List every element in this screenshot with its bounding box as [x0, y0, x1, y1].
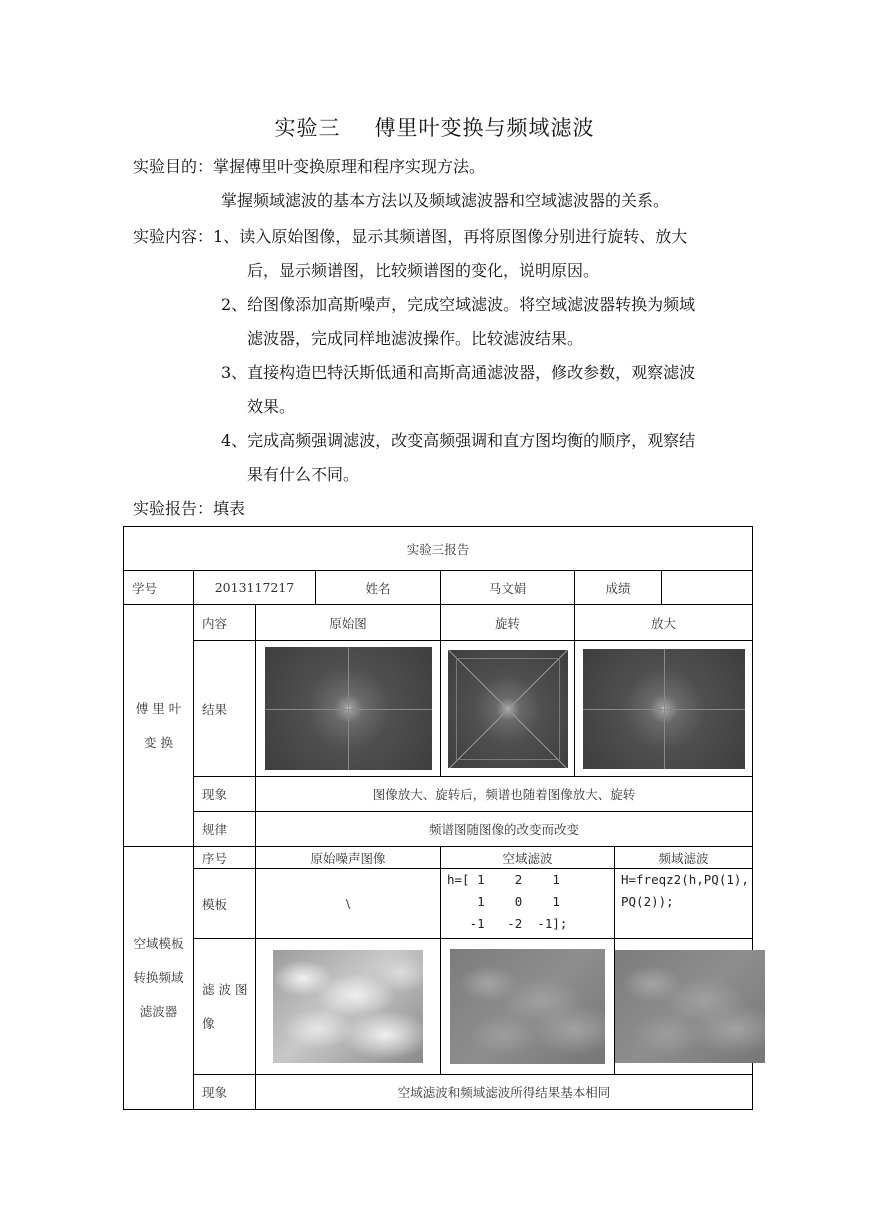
- student-id-value: 2013117217: [194, 571, 316, 605]
- fourier-rule-text: 频谱图随图像的改变而改变: [256, 812, 753, 847]
- spatial-template: h=[ 1 2 1 1 0 1 -1 -2 -1];: [441, 869, 615, 939]
- freq-template: H=freqz2(h,PQ(1), PQ(2));: [615, 869, 753, 939]
- col-spatial: 空域滤波: [441, 847, 615, 869]
- col-rotate: 旋转: [441, 605, 575, 641]
- content-item3-line1: 3、直接构造巴特沃斯低通和高斯高通滤波器，修改参数，观察滤波: [221, 363, 696, 382]
- report-table: [123, 526, 753, 1110]
- content-item4-line2: 果有什么不同。: [247, 465, 360, 484]
- score-value: [662, 571, 753, 605]
- fourier-section-label: 傅 里 叶 变 换: [124, 605, 194, 847]
- freq-filtered-image: [615, 950, 765, 1063]
- filter-template-label: 模板: [194, 869, 256, 939]
- content-item1-line1: 实验内容：1、读入原始图像，显示其频谱图，再将原图像分别进行旋转、放大: [133, 227, 688, 246]
- purpose-line2: 掌握频域滤波的基本方法以及频域滤波器和空域滤波器的关系。: [221, 191, 670, 210]
- fourier-phenomenon-label: 现象: [194, 777, 256, 812]
- original-spectrum-image: [265, 647, 432, 770]
- spatial-filtered-cell: [441, 939, 615, 1075]
- title-part1: 实验三: [274, 116, 341, 140]
- original-spectrum-cell: [256, 641, 441, 777]
- content-label: 实验内容：: [133, 227, 214, 246]
- noise-template: \: [256, 869, 441, 939]
- content-item2-line1: 2、给图像添加高斯噪声，完成空域滤波。将空域滤波器转换为频域: [221, 295, 696, 314]
- purpose-line1: [133, 157, 485, 177]
- name-label: 姓名: [316, 571, 441, 605]
- content-item4-line1: 4、完成高频强调滤波，改变高频强调和直方图均衡的顺序，观察结: [221, 431, 696, 450]
- zoomed-spectrum-image: [583, 649, 745, 769]
- filter-image-label: 滤 波 图 像: [194, 939, 256, 1075]
- rotated-spectrum-image: [448, 650, 568, 768]
- purpose-text1: 掌握傅里叶变换原理和程序实现方法。: [213, 157, 486, 176]
- fourier-phenomenon-text: 图像放大、旋转后，频谱也随着图像放大、旋转: [256, 777, 753, 812]
- filter-section-label: 空域模板 转换频域 滤波器: [124, 847, 194, 1110]
- filter-phenomenon-label: 现象: [194, 1075, 256, 1110]
- student-id-label: 学号: [124, 571, 194, 605]
- purpose-label: 实验目的：: [133, 157, 214, 176]
- fourier-content-label: 内容: [194, 605, 256, 641]
- score-label: 成绩: [575, 571, 662, 605]
- col-noise: 原始噪声图像: [256, 847, 441, 869]
- page-title: [0, 112, 869, 142]
- filter-index-label: 序号: [194, 847, 256, 869]
- noise-image: [273, 950, 423, 1063]
- content-item3-line2: 效果。: [247, 397, 296, 416]
- content-item2-line2: 滤波器，完成同样地滤波操作。比较滤波结果。: [247, 329, 584, 348]
- noise-image-cell: [256, 939, 441, 1075]
- fourier-result-label: 结果: [194, 641, 256, 777]
- freq-filtered-cell: [615, 939, 753, 1075]
- report-label: 实验报告：填表: [133, 499, 246, 518]
- fourier-rule-label: 规律: [194, 812, 256, 847]
- filter-phenomenon-text: 空域滤波和频域滤波所得结果基本相同: [256, 1075, 753, 1110]
- spatial-filtered-image: [450, 949, 605, 1064]
- zoomed-spectrum-cell: [575, 641, 753, 777]
- name-value: 马文娟: [441, 571, 575, 605]
- rotated-spectrum-cell: [441, 641, 575, 777]
- table-header: 实验三报告: [124, 527, 753, 571]
- title-part2: 傅里叶变换与频域滤波: [374, 116, 595, 140]
- col-freq: 频域滤波: [615, 847, 753, 869]
- content-item1-line2: 后，显示频谱图，比较频谱图的变化，说明原因。: [247, 261, 600, 280]
- col-original: 原始图: [256, 605, 441, 641]
- col-zoom: 放大: [575, 605, 753, 641]
